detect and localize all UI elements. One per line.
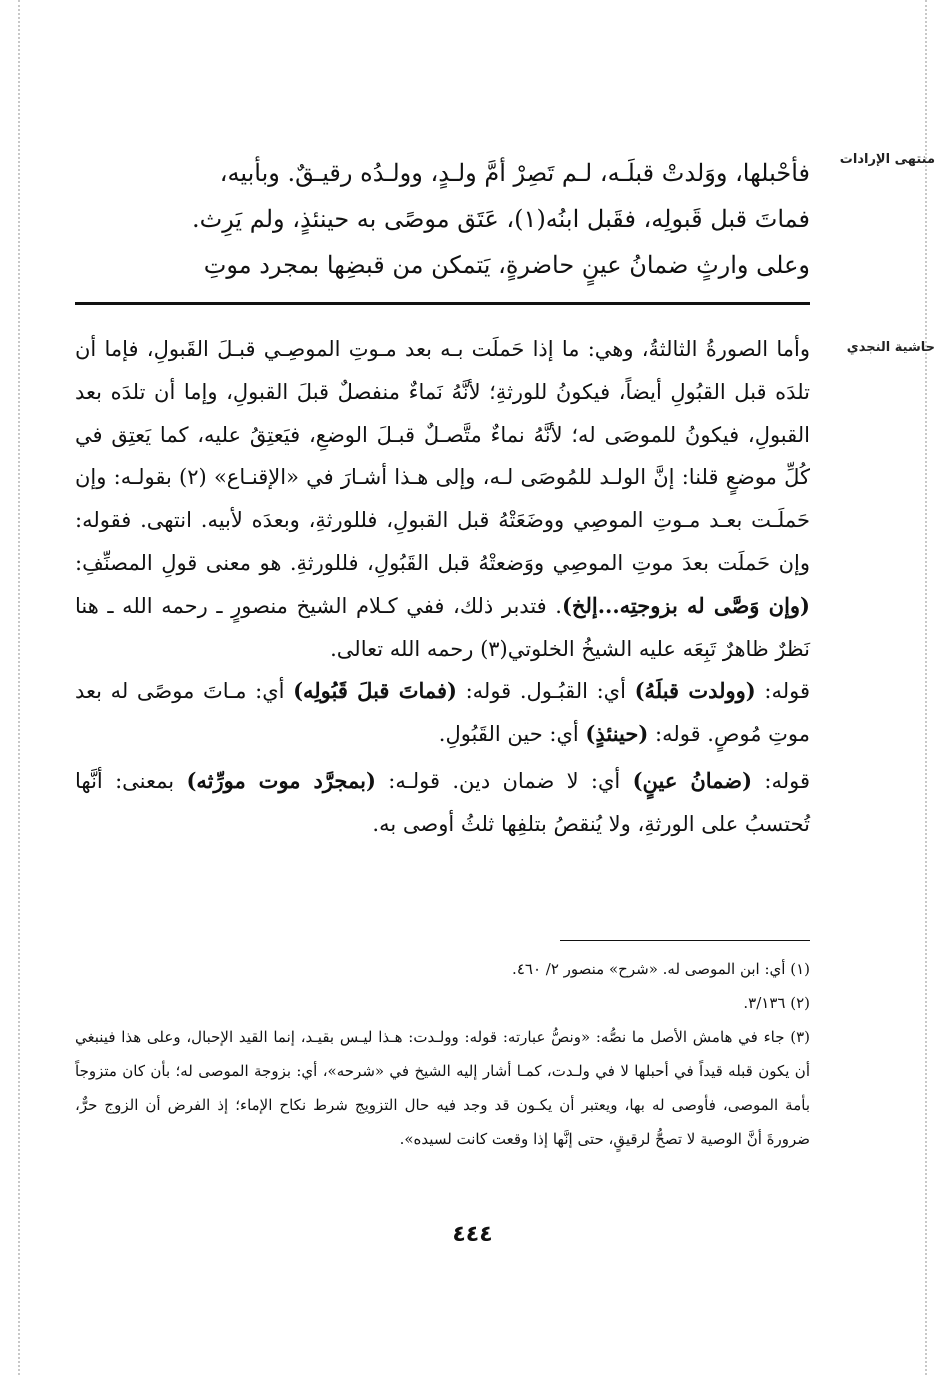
commentary-text: أي: القبُـول. قوله:: [456, 679, 635, 704]
footnote-rule: [560, 940, 810, 941]
main-text-line: وعلى وارثٍ ضمانُ عينٍ حاضرةٍ، يَتمكن من قبضِها بمجرد موتِ: [203, 251, 810, 279]
footnote: (٣) جاء في هامش الأصل ما نصُّه: «ونصُّ عبارته: قوله: وولـدت: هـذا ليـس بقيـد، إنما القيد الإحبال، وعلى هذا فينبغي أن يكون قبله قيداً في أحبلها لا في ولـدت، كمـا أشار إليه الشيخ في «شرحه»، أي: بزوجة الموصى له؛ بأن كان متزوجاً بأمة الموصى، فأوصى له بها، ويعتبر أن يكـون قد وجد فيه حال التزويج شرط نكاح الإماء؛ إذ الفرض أن الزوج حرٌّ، ضرورةَ أنَّ الوصية لا تصحُّ لرقيقٍ، حتى إنَّها إذا وقعت كانت لسيده».: [75, 1028, 810, 1148]
commentary-quote: (حينئذٍ): [585, 721, 649, 747]
commentary-block: [75, 328, 810, 846]
commentary-quote: (وإن وَصَّى له بزوجتِه...إلخ): [561, 592, 810, 618]
page-edge-dots-right: [925, 0, 927, 1375]
main-text-block: [75, 150, 810, 288]
commentary-text: . فتدبر ذلك، ففي كـلام الشيخ منصورٍ ـ رحمه الله ـ هنا نَظرٌ ظاهرٌ تَبِعَه عليه الشيخُ الخلوتي(٣) رحمه الله تعالى.: [75, 593, 810, 661]
commentary-text: وأما الصورةُ الثالثةُ، وهي: ما إذا حَملَت بـه بعد مـوتِ الموصِـي قبـلَ القَبولِ، فإما أن تلدَه قبل القبُولِ أيضاً، فيكونُ للورثةِ؛ لأنَّهُ نَماءٌ منفصلٌ قبلَ القبولِ، وإما أن تلدَه بعد القبولِ، فيكونُ للموصَى له؛ لأنَّهُ نماءٌ متَّصـلٌ قبـلَ الوضعِ، فيَعتِقُ عليه، كما يَعتِق في كُلِّ موضعٍ قلنا: إنَّ الولـد للمُوصَى لـه، وإلى هـذا أشـارَ في «الإقنـاع» (٢) بقولـه: وإن حَملَـت بعـد مـوتِ الموصِي ووضَعَتْهُ قبل القبولِ، فللورثةِ، وبعدَه لأبيه. انتهى. فقوله: وإن حَملَت بعدَ موتِ الموصِي ووَضعتْهُ قبل القَبُولِ، فللورثةِ. هو معنى قولِ المصنِّفِ:: [75, 337, 810, 575]
page-edge-dots-left: [18, 0, 20, 1375]
commentary-text: قوله:: [755, 679, 810, 704]
commentary-paragraph: [75, 670, 810, 756]
main-text-line: فأحْبلها، ووَلدتْ قبلَـه، لـم تَصِرْ أمَّ ولـدٍ، وولـدُه رقيـقٌ. وبأبيه،: [219, 159, 810, 187]
footnote: (٢) ٣/١٣٦.: [743, 994, 810, 1012]
main-text-line: فماتَ قبل قَبولِه، فقَبل ابنُه(١)، عَتَق موصًى به حينئذٍ، ولم يَرِث.: [191, 205, 810, 233]
commentary-quote: (وولدت قبلَهُ): [634, 678, 756, 704]
page-number: ٤٤٤: [452, 1222, 493, 1247]
commentary-quote: (فماتَ قبلَ قَبُولِه): [293, 678, 457, 704]
footnotes-block: [75, 952, 810, 1156]
commentary-text: بمعنى: أنَّها تُحتسبُ على الورثةِ، ولا يُنقصُ بتلفِها ثلثُ أوصى به.: [75, 768, 810, 836]
side-label-main: منتهى الإرادات: [839, 152, 935, 167]
side-label-sharh: حاشية النجدي: [846, 340, 935, 355]
commentary-text: أي: حين القَبُولِ.: [438, 722, 586, 747]
commentary-text: أي: لا ضمان دين. قولـه:: [375, 768, 633, 793]
commentary-text: أي: مـاتَ موصًى له بعد موتِ مُوصٍ. قوله:: [75, 679, 810, 747]
commentary-paragraph: [75, 328, 810, 670]
footnote: (١) أي: ابن الموصى له. «شرح» منصور ٢/ ٤٦٠.: [512, 960, 810, 978]
separator-rule: [75, 302, 810, 305]
commentary-text: قوله:: [752, 768, 811, 793]
commentary-quote: (ضمانُ عينٍ): [632, 767, 753, 793]
commentary-paragraph: [75, 760, 810, 846]
commentary-quote: (بمجرَّد موت مورِّثه): [186, 767, 376, 793]
